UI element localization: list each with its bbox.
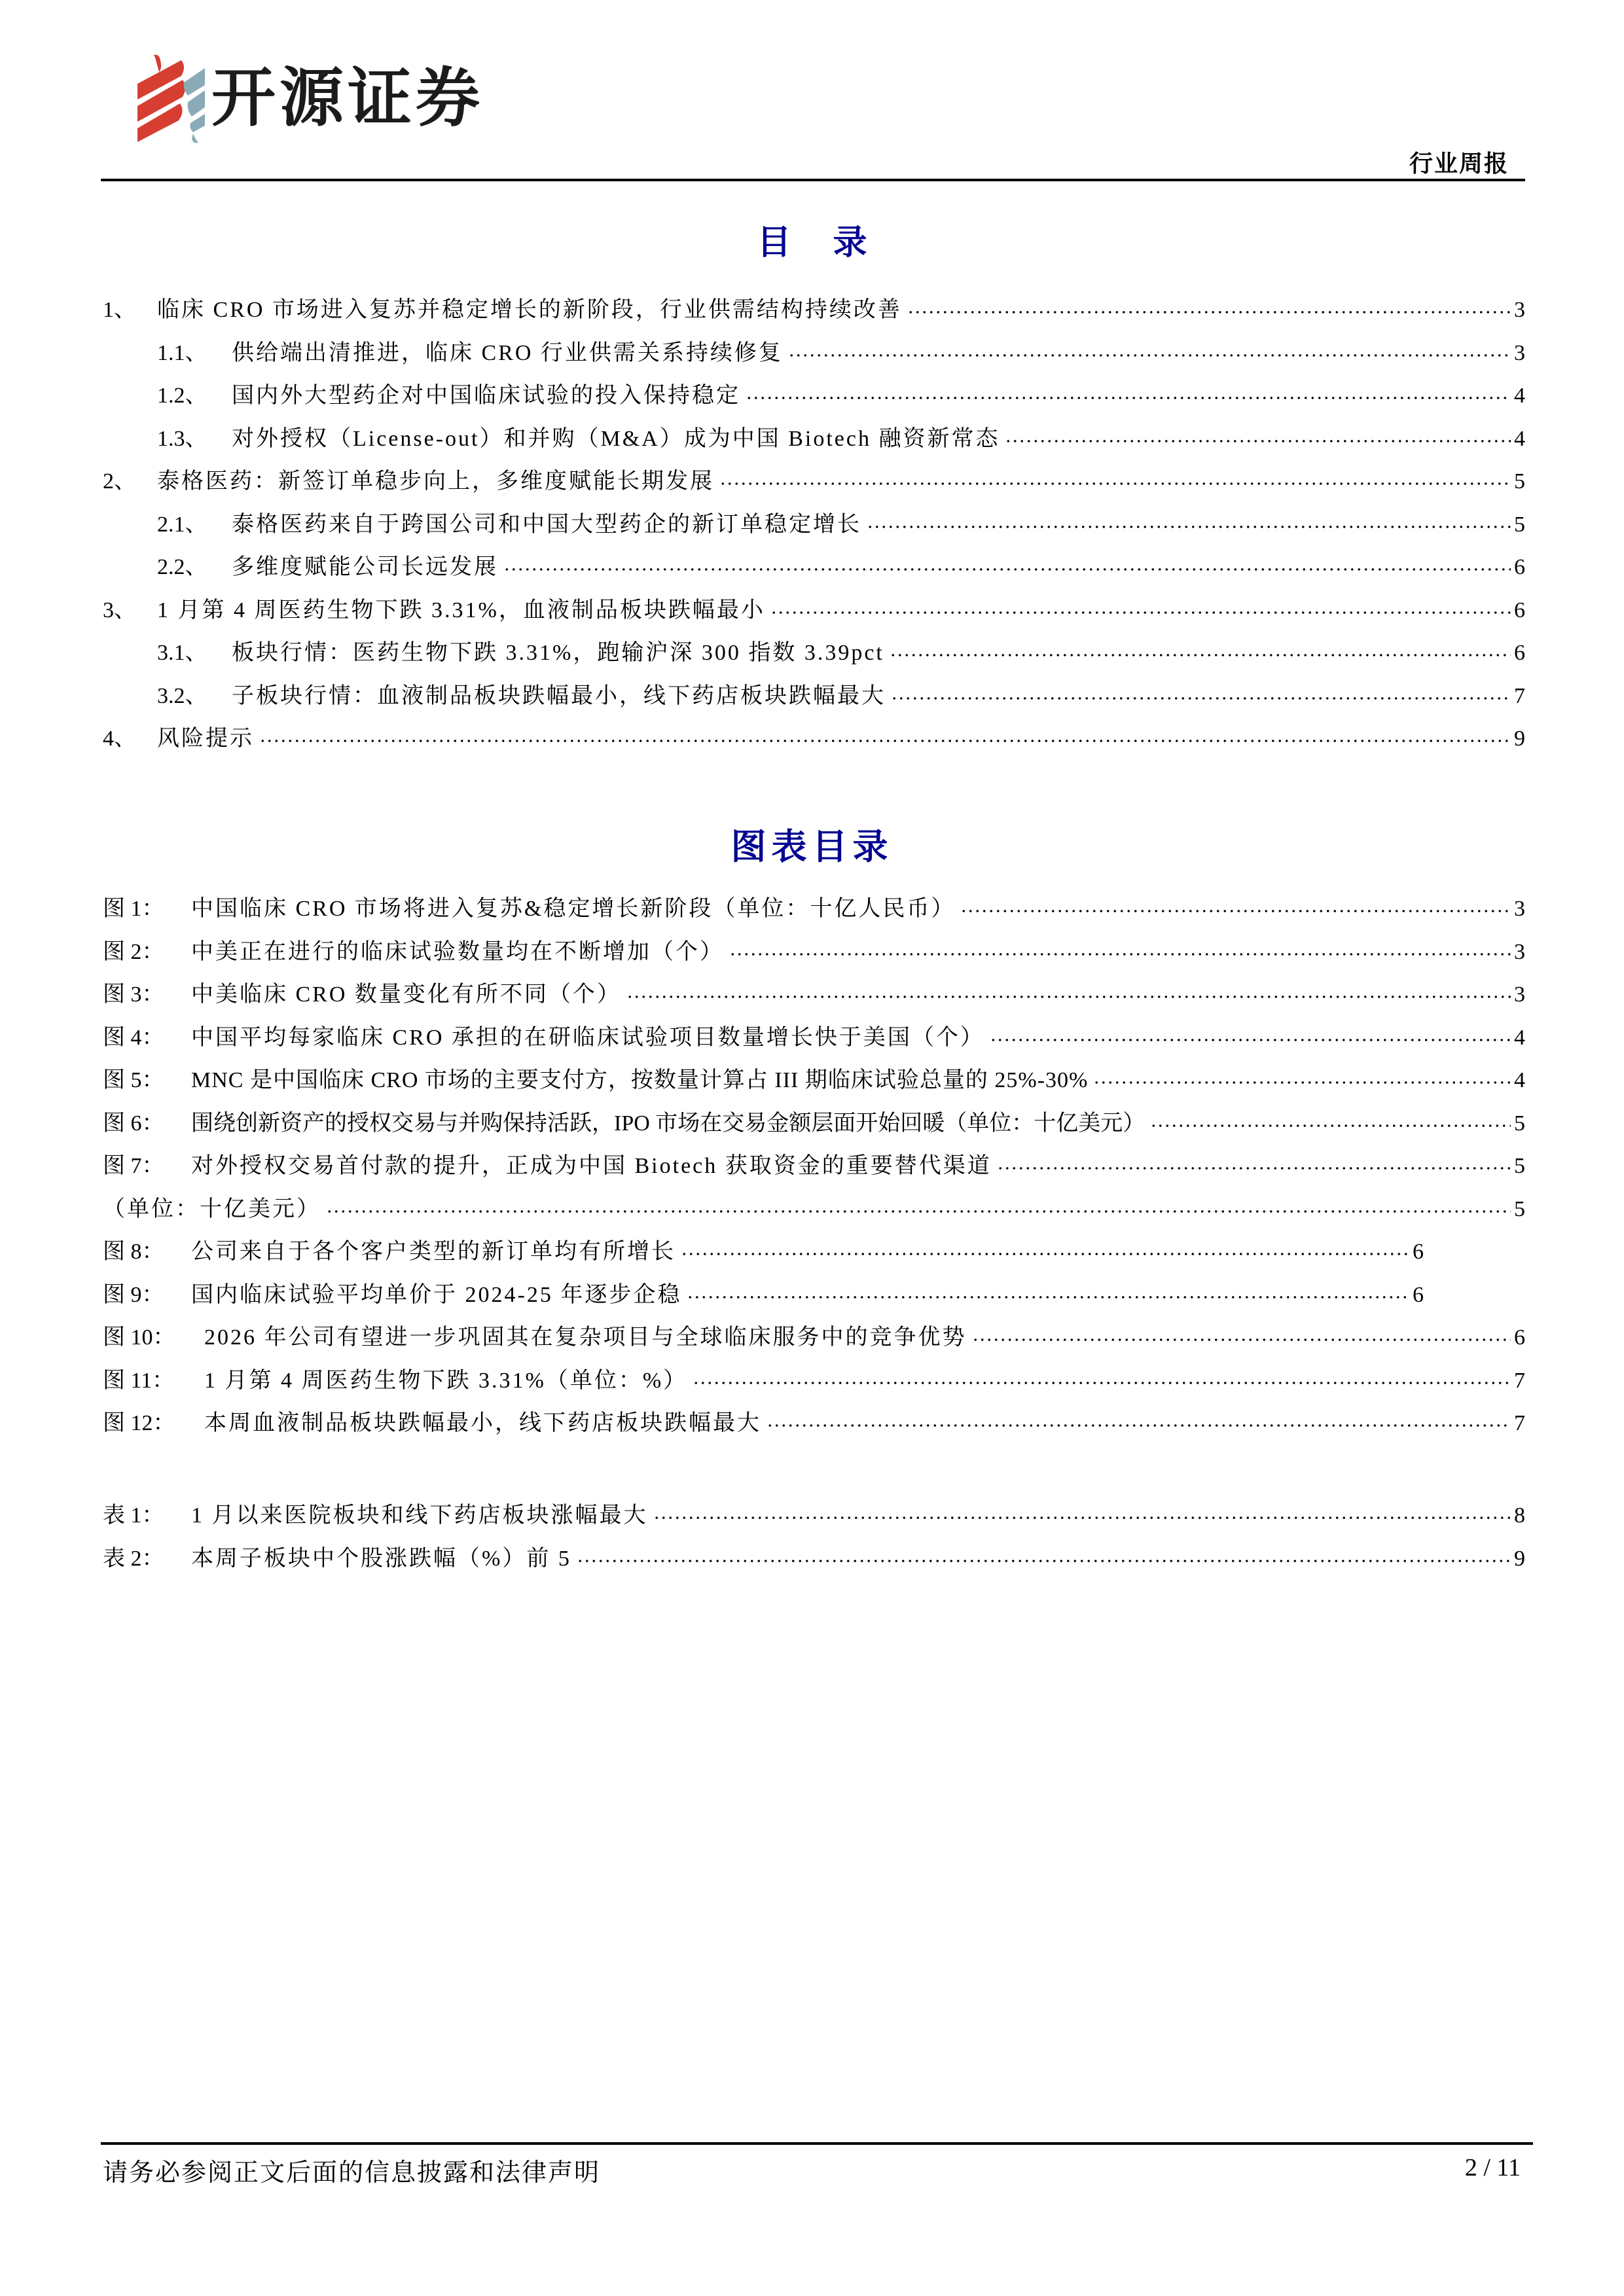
toc-entry[interactable] <box>103 374 1525 418</box>
figure-entry[interactable] <box>103 1102 1525 1145</box>
figure-entry-number: 图 5： <box>103 1068 164 1092</box>
figure-entry-text: 中美正在进行的临床试验数量均在不断增加（个） <box>191 939 724 964</box>
figure-entry[interactable] <box>103 1230 1424 1274</box>
toc-entry-page: 3 <box>1514 340 1525 365</box>
figure-entry-number: 图 2： <box>103 939 164 964</box>
toc-entry-text: 供给端出清推进，临床 CRO 行业供需关系持续修复 <box>232 340 783 365</box>
toc-entry-number: 1.2、 <box>157 384 208 408</box>
toc-entry[interactable] <box>103 632 1525 675</box>
dot-leader <box>972 1338 1511 1342</box>
footer-divider <box>101 2142 1533 2145</box>
toc-entry-page: 6 <box>1514 555 1525 579</box>
figure-entry[interactable] <box>103 1359 1525 1403</box>
toc-entry-page: 6 <box>1514 598 1525 622</box>
figure-entry-text: 围绕创新资产的授权交易与并购保持活跃，IPO 市场在交易金额层面开始回暖（单位：十亿美元） <box>191 1111 1146 1136</box>
figure-entry-page: 7 <box>1514 1411 1525 1435</box>
toc-entry[interactable] <box>103 589 1525 632</box>
dot-leader <box>907 310 1511 314</box>
figure-entry-page: 6 <box>1413 1240 1424 1264</box>
toc-entry-number: 3.2、 <box>157 683 208 708</box>
dot-leader <box>788 353 1511 357</box>
figure-entry-page: 5 <box>1514 1196 1525 1221</box>
table-entry-page: 8 <box>1514 1503 1525 1528</box>
toc-entry-page: 7 <box>1514 683 1525 708</box>
toc-entry-page: 9 <box>1514 726 1525 751</box>
dot-leader <box>770 611 1511 615</box>
dot-leader <box>891 696 1511 700</box>
dot-leader <box>503 567 1511 571</box>
toc-entry-text: 板块行情：医药生物下跌 3.31%，跑输沪深 300 指数 3.39pct <box>232 641 884 665</box>
table-entry-text: 本周子板块中个股涨跌幅（%）前 5 <box>191 1546 571 1571</box>
figure-entry-page: 5 <box>1514 1154 1525 1178</box>
toc-entry-text: 子板块行情：血液制品板块跌幅最小，线下药店板块跌幅最大 <box>232 683 886 708</box>
figure-entry-page: 7 <box>1514 1368 1525 1393</box>
figure-entry-text: 2026 年公司有望进一步巩固其在复杂项目与全球临床服务中的竞争优势 <box>204 1325 967 1350</box>
figure-list-title: 图表目录 <box>731 827 893 867</box>
figure-entry[interactable] <box>103 888 1525 931</box>
figure-entry-text: 中国临床 CRO 市场将进入复苏&稳定增长新阶段（单位：十亿人民币） <box>191 897 956 921</box>
dot-leader <box>1093 1081 1511 1085</box>
figure-entry-text: （单位：十亿美元） <box>103 1196 321 1221</box>
dot-leader <box>729 952 1511 956</box>
toc-entry-page: 3 <box>1514 298 1525 322</box>
figure-entry-page: 3 <box>1514 939 1525 964</box>
toc-entry-page: 6 <box>1514 641 1525 665</box>
figure-entry-text: 本周血液制品板块跌幅最小，线下药店板块跌幅最大 <box>204 1411 761 1435</box>
figure-entry-number: 图 10： <box>103 1325 175 1350</box>
page-indicator: 2 / 11 <box>1464 2154 1521 2181</box>
figure-entry-text: 国内临床试验平均单价于 2024-25 年逐步企稳 <box>191 1282 682 1307</box>
logo-mark-icon <box>134 52 206 144</box>
table-list <box>103 1494 1525 1580</box>
dot-leader <box>259 739 1511 743</box>
toc-entry[interactable] <box>103 418 1525 461</box>
table-entry-text: 1 月以来医院板块和线下药店板块涨幅最大 <box>191 1503 648 1528</box>
figure-entry-page: 4 <box>1514 1025 1525 1050</box>
figure-entry-text: 中美临床 CRO 数量变化有所不同（个） <box>191 982 621 1007</box>
figure-entry-text: 1 月第 4 周医药生物下跌 3.31%（单位：%） <box>204 1368 688 1393</box>
brand-name: 开源证券 <box>211 61 484 135</box>
figure-entry-page: 3 <box>1514 897 1525 921</box>
dot-leader <box>681 1252 1409 1256</box>
figure-entry-continuation[interactable] <box>103 1188 1525 1231</box>
figure-entry-number: 图 4： <box>103 1025 164 1050</box>
figure-entry[interactable] <box>103 1059 1525 1102</box>
figure-entry-number: 图 12： <box>103 1411 175 1435</box>
dot-leader <box>687 1295 1409 1299</box>
figure-entry-text: 对外授权交易首付款的提升，正成为中国 Biotech 获取资金的重要替代渠道 <box>191 1154 992 1178</box>
dot-leader <box>626 995 1511 999</box>
figure-list <box>103 888 1525 1445</box>
toc-entry-text: 对外授权（License-out）和并购（M&A）成为中国 Biotech 融资新常态 <box>232 426 1000 451</box>
figure-entry[interactable] <box>103 1316 1525 1359</box>
dot-leader <box>746 396 1511 400</box>
dot-leader <box>653 1516 1511 1520</box>
figure-entry-number: 图 8： <box>103 1240 164 1264</box>
toc-entry[interactable] <box>103 332 1525 375</box>
dot-leader <box>867 525 1511 529</box>
figure-entry-page: 3 <box>1514 982 1525 1007</box>
toc-entry[interactable] <box>103 675 1525 718</box>
dot-leader <box>997 1166 1511 1170</box>
figure-entry-page: 6 <box>1413 1282 1424 1307</box>
toc-entry-text: 风险提示 <box>157 726 254 751</box>
toc-entry-number: 1、 <box>103 298 136 322</box>
toc-entry-number: 3.1、 <box>157 641 208 665</box>
table-entry-page: 9 <box>1514 1546 1525 1571</box>
toc-entry-text: 临床 CRO 市场进入复苏并稳定增长的新阶段，行业供需结构持续改善 <box>157 298 902 322</box>
figure-entry-number: 图 9： <box>103 1282 164 1307</box>
figure-entry-page: 5 <box>1514 1111 1525 1136</box>
toc-entry-page: 5 <box>1514 469 1525 493</box>
toc-title: 目录 <box>757 224 909 262</box>
toc-entry-number: 4、 <box>103 726 136 751</box>
figure-entry[interactable] <box>103 1016 1525 1060</box>
toc-entry-number: 1.3、 <box>157 426 208 451</box>
toc-entry-text: 泰格医药来自于跨国公司和中国大型药企的新订单稳定增长 <box>232 512 861 537</box>
figure-entry-text: MNC 是中国临床 CRO 市场的主要支付方，按数量计算占 III 期临床试验总量的 25%-30% <box>191 1068 1089 1092</box>
figure-entry[interactable] <box>103 1402 1525 1445</box>
dot-leader <box>693 1381 1511 1385</box>
toc-entry[interactable] <box>103 289 1525 332</box>
toc-entry-text: 国内外大型药企对中国临床试验的投入保持稳定 <box>232 384 740 408</box>
toc-list <box>103 289 1525 761</box>
toc-entry-page: 4 <box>1514 426 1525 451</box>
figure-entry-page: 4 <box>1514 1068 1525 1092</box>
dot-leader <box>1150 1124 1511 1128</box>
toc-entry-number: 2.1、 <box>157 512 208 537</box>
toc-entry-number: 2、 <box>103 469 136 493</box>
figure-entry[interactable] <box>103 1145 1525 1188</box>
toc-entry[interactable] <box>103 503 1525 547</box>
header-divider <box>101 179 1525 181</box>
dot-leader <box>960 909 1511 913</box>
toc-entry-text: 多维度赋能公司长远发展 <box>232 555 498 579</box>
dot-leader <box>767 1424 1511 1427</box>
table-entry-number: 表 2： <box>103 1546 164 1571</box>
figure-entry-number: 图 1： <box>103 897 164 921</box>
toc-entry-number: 2.2、 <box>157 555 208 579</box>
toc-entry-number: 1.1、 <box>157 340 208 365</box>
toc-entry-text: 1 月第 4 周医药生物下跌 3.31%，血液制品板块跌幅最小 <box>157 598 765 622</box>
toc-entry-text: 泰格医药：新签订单稳步向上，多维度赋能长期发展 <box>157 469 714 493</box>
figure-entry-number: 图 6： <box>103 1111 164 1136</box>
table-entry-number: 表 1： <box>103 1503 164 1528</box>
figure-entry-number: 图 3： <box>103 982 164 1007</box>
table-entry[interactable] <box>103 1537 1525 1581</box>
document-type: 行业周报 <box>1409 151 1509 177</box>
footer-disclaimer: 请务必参阅正文后面的信息披露和法律声明 <box>103 2159 601 2187</box>
dot-leader <box>890 653 1511 657</box>
figure-entry[interactable] <box>103 931 1525 974</box>
figure-entry-text: 公司来自于各个客户类型的新订单均有所增长 <box>191 1240 676 1264</box>
dot-leader <box>326 1210 1511 1213</box>
dot-leader <box>719 482 1511 486</box>
figure-entry-page: 6 <box>1514 1325 1525 1350</box>
toc-entry-page: 4 <box>1514 384 1525 408</box>
dot-leader <box>577 1559 1511 1563</box>
figure-entry[interactable] <box>103 1274 1424 1317</box>
figure-entry[interactable] <box>103 973 1525 1016</box>
toc-entry[interactable] <box>103 546 1525 589</box>
toc-entry[interactable] <box>103 460 1525 503</box>
toc-entry[interactable] <box>103 717 1525 761</box>
dot-leader <box>990 1038 1511 1042</box>
toc-entry-page: 5 <box>1514 512 1525 537</box>
figure-entry-text: 中国平均每家临床 CRO 承担的在研临床试验项目数量增长快于美国（个） <box>191 1025 984 1050</box>
figure-entry-number: 图 11： <box>103 1368 175 1393</box>
figure-entry-number: 图 7： <box>103 1154 164 1178</box>
dot-leader <box>1005 439 1511 443</box>
table-entry[interactable] <box>103 1494 1525 1537</box>
company-logo <box>134 52 484 144</box>
toc-entry-number: 3、 <box>103 598 136 622</box>
